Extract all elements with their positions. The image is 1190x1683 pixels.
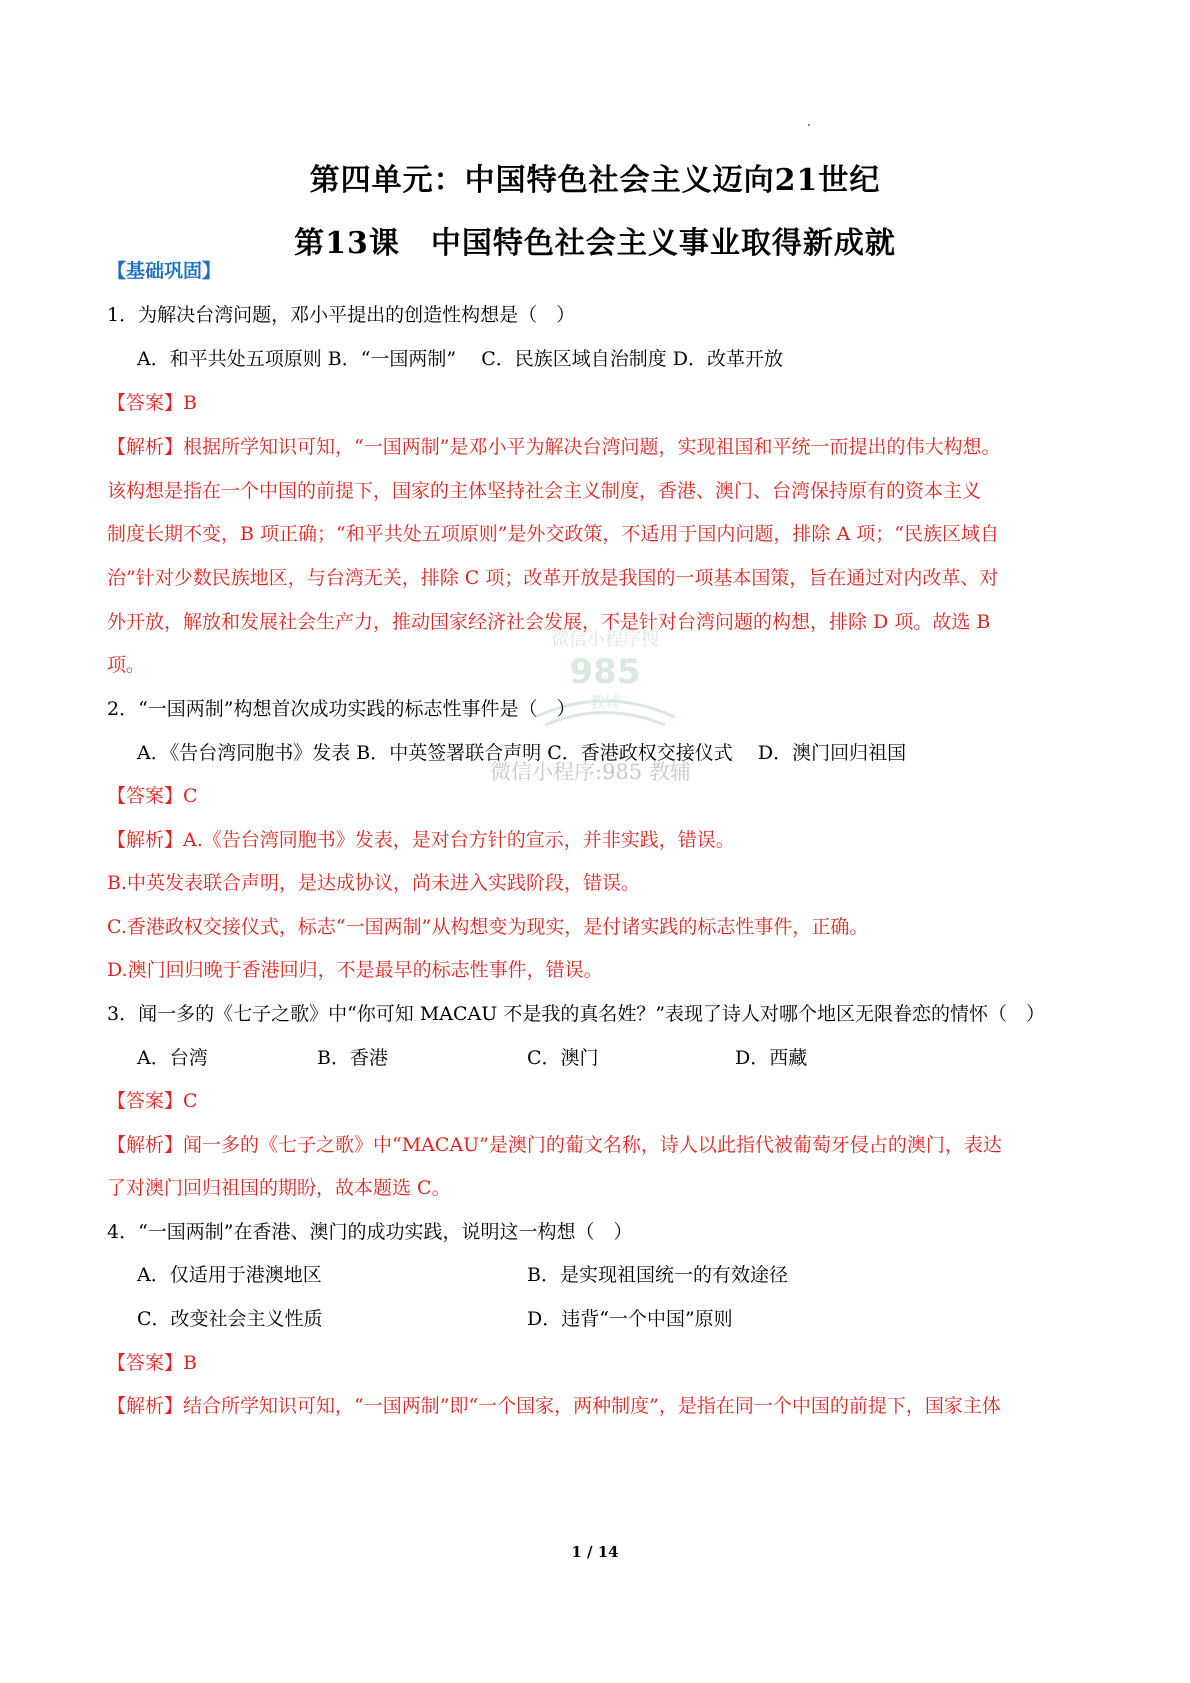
unit-title: 第四单元：中国特色社会主义迈向21世纪	[309, 163, 881, 198]
question-3-option-b: B．香港	[317, 1047, 388, 1069]
question-2-analysis-line: 【解析】A.《告台湾同胞书》发表，是对台方针的宣示，并非实践，错误。	[107, 829, 735, 851]
answer-label: 【答案】	[107, 392, 184, 414]
question-1-analysis-line: 治”针对少数民族地区，与台湾无关，排除 C 项；改革开放是我国的一项基本国策，旨在通过对内改革、对	[107, 567, 999, 589]
answer-value: B	[183, 392, 197, 414]
question-4-option-d: D．违背“一个中国”原则	[527, 1308, 733, 1330]
analysis-label: 【解析】	[107, 829, 184, 851]
question-1-analysis-line: 该构想是指在一个中国的前提下，国家的主体坚持社会主义制度，香港、澳门、台湾保持原有的资本主义	[107, 480, 982, 502]
question-2-analysis-line: B.中英发表联合声明，是达成协议，尚未进入实践阶段，错误。	[107, 872, 641, 894]
question-3-option-d: D．西藏	[735, 1047, 808, 1069]
question-1-analysis-line: 外开放，解放和发展社会生产力，推动国家经济社会发展，不是针对台湾问题的构想，排除 D 项。故选 B	[107, 611, 991, 633]
question-4-stem: 4．“一国两制”在香港、澳门的成功实践，说明这一构想（ ）	[107, 1221, 633, 1243]
analysis-label: 【解析】	[107, 436, 184, 458]
question-1-options: A．和平共处五项原则 B．“一国两制” C．民族区域自治制度 D．改革开放	[137, 348, 784, 370]
answer-value: C	[183, 1090, 198, 1112]
question-3-analysis-line: 了对澳门回归祖国的期盼，故本题选 C。	[107, 1177, 451, 1199]
question-2-options: A．《告台湾同胞书》发表 B．中英签署联合声明 C．香港政权交接仪式 D．澳门回归祖国	[137, 742, 907, 764]
question-4-option-c: C．改变社会主义性质	[137, 1308, 323, 1330]
stray-dot	[808, 124, 810, 126]
watermark-number: 985	[569, 652, 641, 692]
question-2-stem: 2．“一国两制”构想首次成功实践的标志性事件是（ ）	[107, 698, 576, 720]
answer-value: B	[183, 1352, 197, 1374]
watermark-word: 教辅	[589, 693, 621, 711]
section-heading: 【基础巩固】	[107, 260, 222, 282]
question-4-option-a: A．仅适用于港澳地区	[137, 1264, 322, 1286]
question-1-analysis-line: 【解析】根据所学知识可知，“一国两制”是邓小平为解决台湾问题，实现祖国和平统一而提出的伟大构想。	[107, 436, 1001, 458]
question-1-answer	[107, 390, 197, 416]
answer-label: 【答案】	[107, 1352, 184, 1374]
watermark-text: 微信小程序:985 教辅	[490, 760, 691, 784]
answer-label: 【答案】	[107, 1090, 184, 1112]
question-3-analysis-line: 【解析】闻一多的《七子之歌》中“MACAU”是澳门的葡文名称，诗人以此指代被葡萄牙侵占的澳门，表达	[107, 1134, 1002, 1156]
question-2-analysis-line: D.澳门回归晚于香港回归，不是最早的标志性事件，错误。	[107, 959, 603, 981]
question-3-stem: 3．闻一多的《七子之歌》中“你可知 MACAU 不是我的真名姓？”表现了诗人对哪个地区无限眷恋的情怀（ ）	[107, 1003, 1046, 1025]
lesson-title: 第13课 中国特色社会主义事业取得新成就	[294, 226, 896, 261]
question-1-analysis-line: 制度长期不变，B 项正确；“和平共处五项原则”是外交政策，不适用于国内问题，排除 A 项；“民族区域自	[107, 523, 999, 545]
question-3-option-c: C．澳门	[527, 1047, 599, 1069]
question-2-answer	[107, 783, 198, 809]
answer-value: C	[183, 785, 198, 807]
watermark-line-1: 微信小程序搜	[551, 629, 659, 650]
watermark-logo	[505, 625, 705, 740]
analysis-label: 【解析】	[107, 1134, 184, 1156]
question-4-option-b: B．是实现祖国统一的有效途径	[527, 1264, 788, 1286]
question-4-answer	[107, 1350, 197, 1376]
analysis-label: 【解析】	[107, 1395, 184, 1417]
question-3-option-a: A．台湾	[137, 1047, 208, 1069]
page-number: 1 / 14	[571, 1543, 619, 1561]
answer-label: 【答案】	[107, 785, 184, 807]
question-2-analysis-line: C.香港政权交接仪式，标志“一国两制”从构想变为现实，是付诸实践的标志性事件，正确。	[107, 916, 869, 938]
question-1-stem: 1．为解决台湾问题，邓小平提出的创造性构想是（ ）	[107, 304, 576, 326]
question-4-analysis-line: 【解析】结合所学知识可知，“一国两制”即“一个国家，两种制度”，是指在同一个中国的前提下，国家主体	[107, 1395, 1001, 1417]
question-1-analysis-line: 项。	[107, 654, 146, 676]
question-3-answer	[107, 1088, 198, 1114]
